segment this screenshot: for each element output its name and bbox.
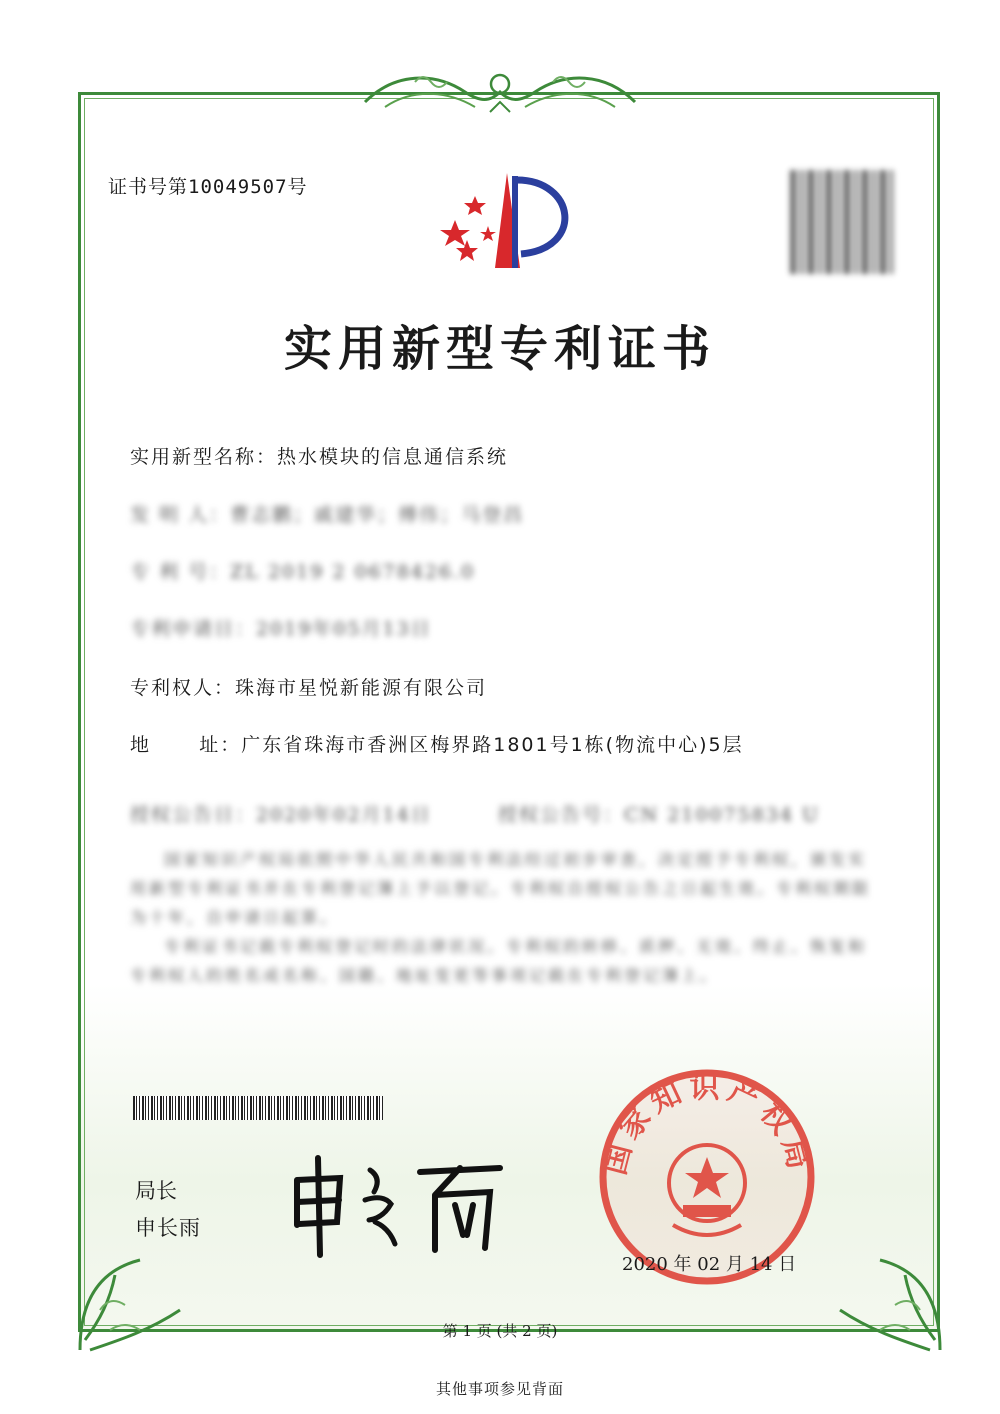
seal-text: 国家知识产权局 bbox=[597, 1070, 818, 1179]
director-name: 申长雨 bbox=[135, 1216, 201, 1240]
qr-code bbox=[790, 170, 894, 274]
corner-ornament-left-icon bbox=[70, 1240, 190, 1360]
field-inventors: 发 明 人：曹志鹏；戚建华；傅伟；马登昌 bbox=[130, 504, 525, 526]
cnipa-emblem-icon bbox=[425, 158, 590, 280]
signature-icon bbox=[285, 1150, 515, 1260]
field-grant-number: 授权公告号：CN 210075834 U bbox=[498, 804, 821, 826]
field-patentee: 专利权人：珠海市星悦新能源有限公司 bbox=[130, 677, 488, 699]
field-filing-date: 专利申请日：2019年05月13日 bbox=[130, 618, 432, 640]
certificate-number: 证书号第10049507号 bbox=[108, 176, 308, 198]
body-paragraph-1: 国家知识产权局依照中华人民共和国专利法经过初步审查，决定授予专利权，颁发实用新型专利证书并在专利登记簿上予以登记。专利权自授权公告之日起生效。专利权期限为十年，自申请日起算。 bbox=[130, 850, 872, 927]
field-address: 地 址：广东省珠海市香洲区梅界路1801号1栋(物流中心)5层 bbox=[130, 734, 744, 756]
field-grant-date: 授权公告日：2020年02月14日 bbox=[130, 804, 432, 826]
top-ornament-icon bbox=[355, 62, 645, 122]
seal-date: 2020 年 02 月 14 日 bbox=[622, 1254, 797, 1275]
certificate-title: 实用新型专利证书 bbox=[283, 321, 716, 377]
field-model-name: 实用新型名称：热水模块的信息通信系统 bbox=[130, 446, 509, 468]
back-note: 其他事项参见背面 bbox=[435, 1380, 564, 1398]
corner-ornament-right-icon bbox=[830, 1240, 950, 1360]
field-patent-number: 专 利 号：ZL 2019 2 0678426.0 bbox=[130, 561, 476, 583]
barcode bbox=[133, 1096, 383, 1120]
director-title: 局长 bbox=[135, 1179, 177, 1203]
body-paragraph-2: 专利证书记载专利权登记时的法律状况。专利权的转移、质押、无效、终止、恢复和专利权人的姓名或名称、国籍、地址变更等事项记载在专利登记簿上。 bbox=[130, 937, 868, 985]
page-number: 第 1 页 (共 2 页) bbox=[442, 1322, 558, 1340]
